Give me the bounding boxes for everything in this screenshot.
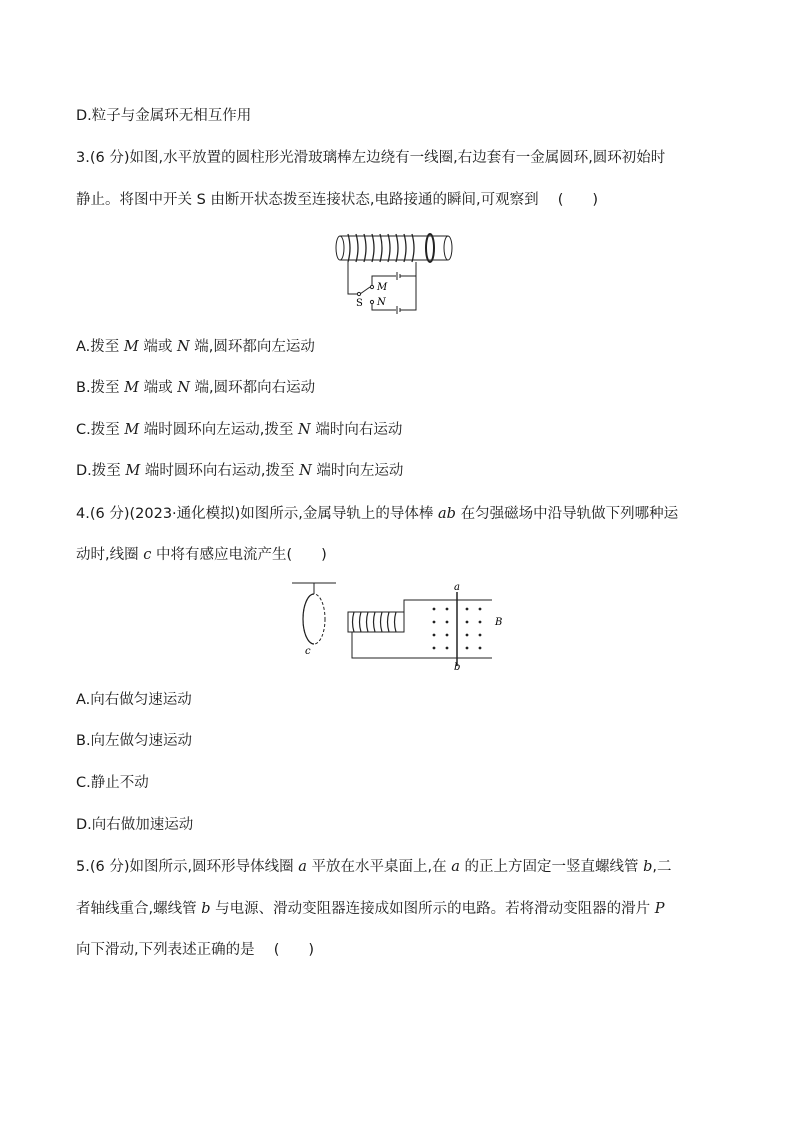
q4-option-c: C.静止不动 — [76, 775, 149, 791]
q3-figure-solenoid-ring-circuit — [334, 228, 458, 320]
q4-label-a: a — [454, 582, 460, 593]
q3-label-n: N — [377, 297, 386, 308]
q5-stem-line-1: 5.(6 分)如图所示,圆环形导体线圈 a 平放在水平桌面上,在 a 的正上方固定一竖直螺线管 b,二 — [76, 859, 672, 875]
q5-stem-line-2: 者轴线重合,螺线管 b 与电源、滑动变阻器连接成如图所示的电路。若将滑动变阻器的滑片 P — [76, 901, 665, 917]
q3-option-b: B.拨至 M 端或 N 端,圆环都向右运动 — [76, 380, 316, 396]
q3-option-d: D.拨至 M 端时圆环向右运动,拨至 N 端时向左运动 — [76, 463, 404, 479]
q4-figure-rail-coil — [290, 578, 510, 672]
q5-stem-line-3: 向下滑动,下列表述正确的是 ( ) — [76, 942, 315, 958]
q4-stem-line-1: 4.(6 分)(2023·通化模拟)如图所示,金属导轨上的导体棒 ab 在匀强磁场中沿导轨做下列哪种运 — [76, 506, 679, 522]
q2-option-d: D.粒子与金属环无相互作用 — [76, 108, 252, 124]
q3-label-m: M — [377, 282, 388, 293]
q3-stem-line-1: 3.(6 分)如图,水平放置的圆柱形光滑玻璃棒左边绕有一线圈,右边套有一金属圆环,圆环初始时 — [76, 150, 666, 166]
q3-option-c: C.拨至 M 端时圆环向左运动,拨至 N 端时向右运动 — [76, 422, 403, 438]
q4-label-b: b — [454, 662, 461, 672]
q4-option-d: D.向右做加速运动 — [76, 817, 194, 833]
q4-label-field-b: B — [495, 617, 503, 628]
q4-option-a: A.向右做匀速运动 — [76, 692, 192, 708]
q3-label-s: S — [356, 298, 363, 309]
q4-label-c: c — [305, 646, 311, 657]
q4-stem-line-2: 动时,线圈 c 中将有感应电流产生( ) — [76, 547, 327, 563]
q3-stem-line-2: 静止。将图中开关 S 由断开状态拨至连接状态,电路接通的瞬间,可观察到 ( ) — [76, 192, 599, 208]
q4-option-b: B.向左做匀速运动 — [76, 733, 193, 749]
q3-option-a: A.拨至 M 端或 N 端,圆环都向左运动 — [76, 339, 315, 355]
